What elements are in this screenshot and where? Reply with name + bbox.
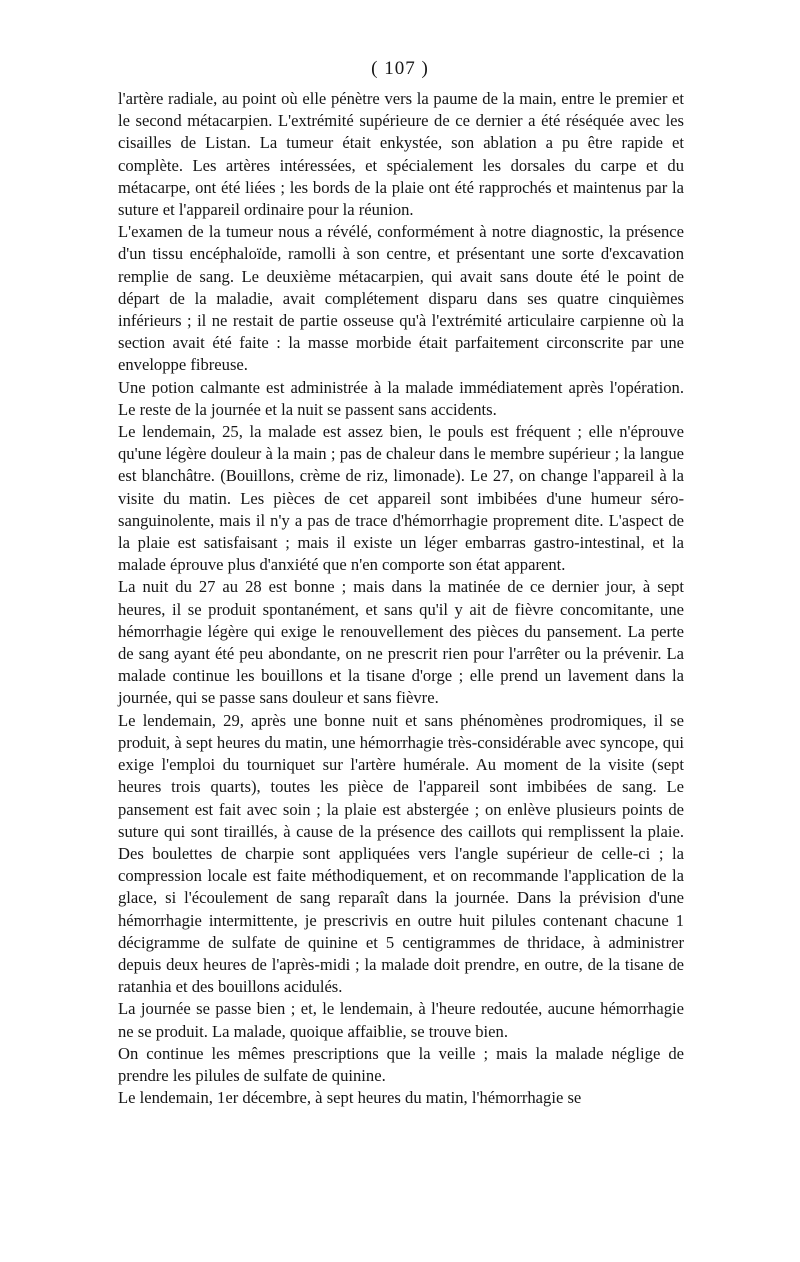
paragraph-6: Le lendemain, 29, après une bonne nuit et sans phénomènes prodromiques, il se produit, à sept heures du matin, une hémorrhagie très-considérable avec syncope, qui exige l'emploi du tourniquet sur l'artère humérale. Au moment de la visite (sept heures trois quarts), toutes les pièce de l'appareil sont imbibées de sang. Le pansement est fait avec soin ; la plaie est abstergée ; on enlève plusieurs points de suture qui sont tiraillés, à cause de la présence des caillots qui remplissent la plaie. Des boulettes de charpie sont appliquées vers l'angle supérieur de celle-ci ; la compression locale est faite méthodiquement, et on recommande l'application de la glace, si l'écoulement de sang reparaît dans la journée. Dans la prévision d'une hémorrhagie intermittente, je prescrivis en outre huit pilules contenant chacune 1 décigramme de sulfate de quinine et 5 centigrammes de thridace, à administrer depuis deux heures de l'après-midi ; la malade doit prendre, en outre, de la tisane de ratanhia et des bouillons acidulés. xyxy=(118,710,684,997)
paragraph-9: Le lendemain, 1er décembre, à sept heures du matin, l'hémorrhagie se xyxy=(118,1088,582,1108)
paragraph-1: l'artère radiale, au point où elle pénètre vers la paume de la main, entre le premier et le second métacarpien. L'extrémité supérieure de ce dernier a été réséquée avec les cisailles de Listan. La tumeur était enkystée, son ablation a pu être rapide et complète. Les artères intéressées, et spécialement les dorsales du carpe et du métacarpe, ont été liées ; les bords de la plaie ont été rapprochés et maintenus par la suture et l'appareil ordinaire pour la réunion. xyxy=(118,89,684,220)
paragraph-5: La nuit du 27 au 28 est bonne ; mais dans la matinée de ce dernier jour, à sept heures, il se produit spontanément, et sans qu'il y ait de fièvre concomitante, une hémorrhagie légère qui exige le renouvellement des pièces du pansement. La perte de sang ayant été peu abondante, on ne prescrit rien pour l'arrêter ou la prévenir. La malade continue les bouillons et la tisane d'orge ; elle prend un lavement dans la journée, qui se passe sans douleur et sans fièvre. xyxy=(118,577,684,708)
paragraph-2: L'examen de la tumeur nous a révélé, conformément à notre diagnostic, la présence d'un tissu encéphaloïde, ramolli à son centre, et présentant une sorte d'excavation remplie de sang. Le deuxième métacarpien, qui avait sans doute été le point de départ de la maladie, avait complétement disparu dans ses quatre cinquièmes inférieurs ; il ne restait de partie osseuse qu'à l'extrémité articulaire carpienne où la section avait été faite : la masse morbide était parfaitement circonscrite par une enveloppe fibreuse. xyxy=(118,222,684,375)
paragraph-7: La journée se passe bien ; et, le lendemain, à l'heure redoutée, aucune hémorrhagie ne se produit. La malade, quoique affaiblie, se trouve bien. xyxy=(118,999,684,1041)
body-text xyxy=(118,88,684,1109)
page-number: ( 107 ) xyxy=(371,58,429,79)
paragraph-8: On continue les mêmes prescriptions que la veille ; mais la malade néglige de prendre les pilules de sulfate de quinine. xyxy=(118,1043,684,1085)
paragraph-3: Une potion calmante est administrée à la malade immédiatement après l'opération. Le reste de la journée et la nuit se passent sans accidents. xyxy=(118,377,684,419)
paragraph-4: Le lendemain, 25, la malade est assez bien, le pouls est fréquent ; elle n'éprouve qu'une légère douleur à la main ; pas de chaleur dans le membre supérieur ; la langue est blanchâtre. (Bouillons, crème de riz, limonade). Le 27, on change l'appareil à la visite du matin. Les pièces de cet appareil sont imbibées d'une humeur séro-sanguinolente, mais il n'y a pas de trace d'hémorrhagie proprement dite. L'aspect de la plaie est satisfaisant ; mais il existe un léger embarras gastro-intestinal, et la malade éprouve plus d'anxiété que n'en comporte son état apparent. xyxy=(118,422,684,575)
